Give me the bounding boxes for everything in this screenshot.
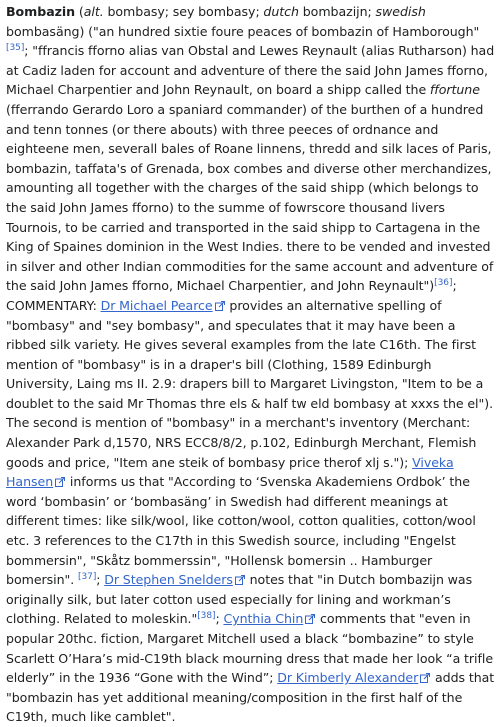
- alt-label: alt.: [83, 4, 104, 19]
- commentary-6: comments that "even in popular 20thc. fiction, Margaret Mitchell used a black “bombazine” to style Scarlett O’Hara’s mid-C19th black mourning dress that made her look “a trifle elderly” in the 1936 “Gone with the Wind”;: [6, 611, 494, 686]
- external-link-icon: [215, 301, 225, 311]
- footnote-ref-37[interactable]: [37]: [78, 572, 97, 583]
- footnote-ref-35[interactable]: [35]: [6, 43, 25, 53]
- commentary-3: ;: [96, 572, 105, 588]
- external-link-icon: [55, 477, 65, 487]
- commentary-4: notes that "in Dutch bombazijn was originally silk, but later cotton used especially for lining and workman’s clothing. Related to moleskin.": [6, 572, 473, 627]
- footnote-ref-36[interactable]: [36]: [434, 278, 453, 289]
- swedish-label: swedish: [375, 4, 426, 19]
- quote-1: ) ("an hundred sixtie foure peaces of bombazin of Hamborough": [79, 23, 480, 39]
- link-kimberly-alexander[interactable]: Dr Kimberly Alexander: [277, 670, 419, 686]
- headword: Bombazin: [6, 4, 76, 19]
- alt-forms: bombasy; sey bombasy;: [103, 4, 264, 19]
- footnote-ref-38[interactable]: [38]: [197, 611, 216, 622]
- quote-2b: (fferrando Gerardo Loro a spaniard commander) of the burthen of a hundred and tenn tonnes (or there abouts) with three peeces of ordnance and eighteene men, severall bales of Roane linnens, thredd and silk laces of Paris, bombazin, taffata's of Grenada, box combes and diverse other merchandizes, amounting all together with the charges of the said shipp (which belongs to the said John James fforno) to the summe of fowrscore thousand livers Tournois, to be carried and transported in the said shipp to Cartagena in the King of Spaines dominion in the West Indies. there to be vended and invested in silver and other Indian commodities for the same account and adventure of the said John James fforno, Michael Charpentier, and John Reynault"): [6, 101, 494, 294]
- commentary-1: provides an alternative spelling of "bombasy" and "sey bombasy", and speculates that it may have been a ribbed silk variety. He gives several examples from the late C16th. The first mention of "bombasy" is in a draper's bill (Clothing, 1589 Edinburgh University, Laing ms II. 2.9: drapers bill to Margaret Livingston, "Item to be a doublet to the said Mr Thomas thre els & half tw eld bombasy at xxxs the el"). The second is mention of "bombasy" in a merchant's inventory (Merchant: Alexander Park d,1570, NRS ECC8/8/2, p.102, Edinburgh Merchant, Flemish goods and price, "Item ane steik of bombasy price therof xlj s.");: [6, 297, 494, 470]
- commentary-7: adds that "bombazin has yet additional meaning/composition in the first half of the C19th, much like camblet".: [6, 670, 495, 725]
- commentary-5: ;: [215, 611, 224, 627]
- swedish-form: bombasäng: [6, 23, 80, 39]
- glossary-entry: Bombazin (alt. bombasy; sey bombasy; dutch bombazijn; swedish bombasäng) ("an hundred sixtie foure peaces of bombazin of Hamborough"[35]; "ffrancis fforno alias van Obstal and Lewes Reynault (alias Rutharson) had at Cadiz laden for account and adventure of there the said John James fforno, Michael Charpentier and John Reynault, on board a shipp called the ffortune (fferrando Gerardo Loro a spaniard commander) of the burthen of a hundred and tenn tonnes (or there abouts) with three peeces of ordnance and eighteene men, severall bales of Roane linnens, thredd and silk laces of Paris, bombazin, taffata's of Grenada, box combes and diverse other merchandizes, amounting all together with the charges of the said shipp (which belongs to the said John James fforno) to the summe of fowrscore thousand livers Tournois, to be carried and transported in the said shipp to Cartagena in the King of Spaines dominion in the West Indies. there to be vended and invested in silver and other Indian commodities for the same account and adventure of the said John James fforno, Michael Charpentier, and John Reynault")[36]; COMMENTARY: Dr Michael Pearce provides an alternative spelling of "bombasy" and "sey bombasy", and speculates that it may have been a ribbed silk variety. He gives several examples from the late C16th. The first mention of "bombasy" is in a draper's bill (Clothing, 1589 Edinburgh University, Laing ms II. 2.9: drapers bill to Margaret Livingston, "Item to be a doublet to the said Mr Thomas thre els & half tw eld bombasy at xxxs the el"). The second is mention of "bombasy" in a merchant's inventory (Merchant: Alexander Park d,1570, NRS ECC8/8/2, p.102, Edinburgh Merchant, Flemish goods and price, "Item ane steik of bombasy price therof xlj s."); Viveka Hansen informs us that "According to ‘Svenska Akademiens Ordbok’ the word ‘bombasin’ or ‘bombasäng’ in Swedish had different meanings at different times: like silk/wool, like cotton/wool, cotton qualities, cotton/wool etc. 3 references to the C17th in this Swedish source, including "Engelst bommersin", "Skåtz bommerssin", "Hollensk bomersin .. Hamburger bomersin". [37]; Dr Stephen Snelders notes that "in Dutch bombazijn was originally silk, but later cotton used especially for lining and workman’s clothing. Related to moleskin."[38]; Cynthia Chin comments that "even in popular 20thc. fiction, Margaret Mitchell used a black “bombazine” to style Scarlett O’Hara’s mid-C19th black mourning dress that made her look “a trifle elderly” in the 1936 “Gone with the Wind”; Dr Kimberly Alexander adds that "bombazin has yet additional meaning/composition in the first half of the C19th, much like camblet".: [6, 4, 495, 725]
- quote-2a: ; "ffrancis fforno alias van Obstal and Lewes Reynault (alias Rutharson) had at Cadiz laden for account and adventure of there the said John James fforno, Michael Charpentier and John Reynault, on board a shipp called the: [6, 43, 495, 98]
- external-link-icon: [235, 575, 245, 585]
- link-viveka-hansen[interactable]: Viveka Hansen: [6, 454, 454, 490]
- dutch-form: bombazijn;: [298, 4, 376, 19]
- ship-name: ffortune: [429, 82, 480, 98]
- external-link-icon: [420, 673, 430, 683]
- dutch-label: dutch: [263, 4, 299, 19]
- link-stephen-snelders[interactable]: Dr Stephen Snelders: [104, 572, 233, 588]
- commentary-intro: ; COMMENTARY:: [6, 278, 457, 313]
- link-michael-pearce[interactable]: Dr Michael Pearce: [100, 297, 213, 313]
- external-link-icon: [305, 614, 315, 624]
- commentary-2: informs us that "According to ‘Svenska Akademiens Ordbok’ the word ‘bombasin’ or ‘bombasäng’ in Swedish had different meanings at different times: like silk/wool, like cotton/wool, cotton qualities, cotton/wool etc. 3 references to the C17th in this Swedish source, including "Engelst bommersin", "Skåtz bommerssin", "Hollensk bomersin .. Hamburger bomersin".: [6, 474, 476, 588]
- link-cynthia-chin[interactable]: Cynthia Chin: [223, 611, 304, 627]
